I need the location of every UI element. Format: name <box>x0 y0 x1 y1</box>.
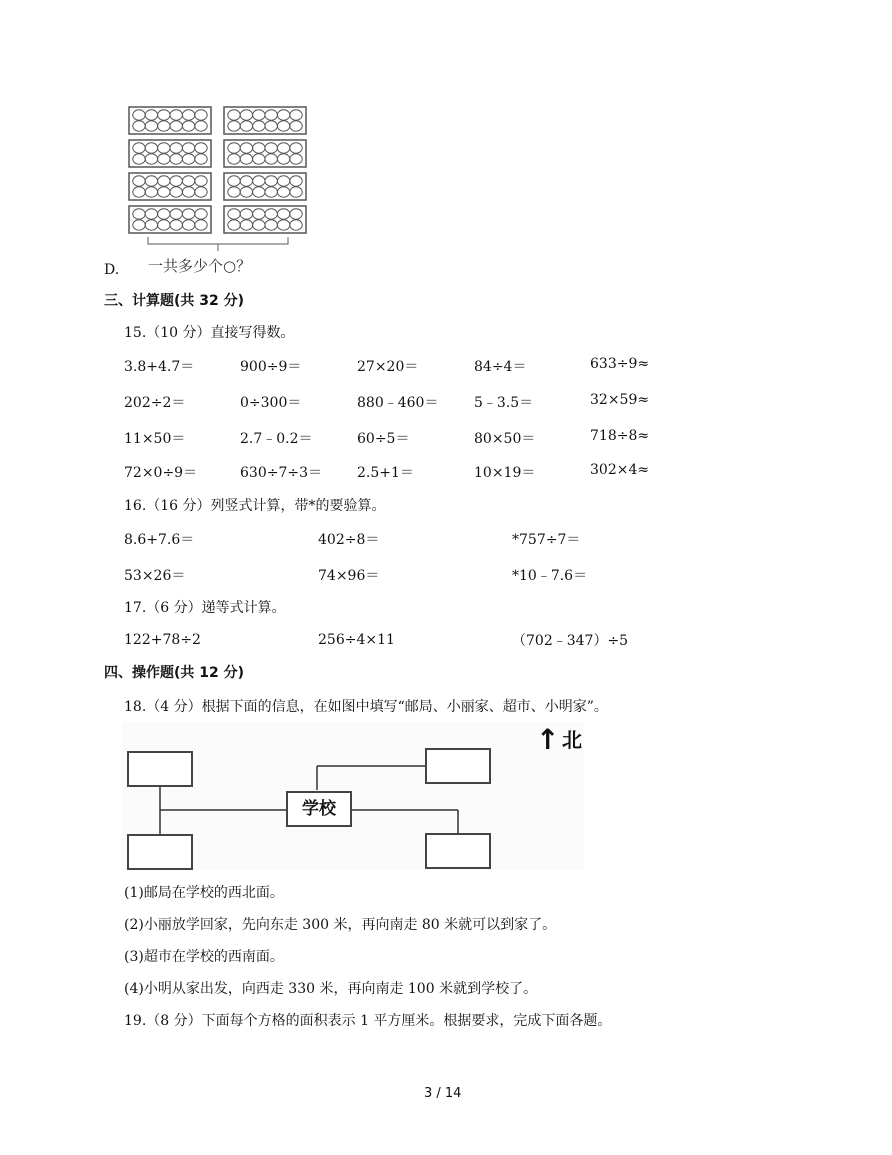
q15-item: 84÷4＝ <box>474 359 527 375</box>
q15-item: 2.7﹣0.2＝ <box>240 431 313 447</box>
q15-item: 718÷8≈ <box>590 428 650 444</box>
q16-item: 402÷8＝ <box>318 532 380 548</box>
q16-item: 74×96＝ <box>318 568 380 584</box>
map-box-southeast[interactable] <box>425 833 491 869</box>
circle-group-box <box>224 173 306 200</box>
q17-item-2: 256÷4×11 <box>318 632 395 648</box>
q15-title: 15.（10 分）直接写得数。 <box>124 325 295 341</box>
q15-item: 27×20＝ <box>357 359 419 375</box>
circle-groups-svg <box>128 104 310 279</box>
q15-item: 3.8+4.7＝ <box>124 359 195 375</box>
circle-group-box <box>224 107 306 134</box>
q18-title: 18.（4 分）根据下面的信息，在如图中填写“邮局、小丽家、超市、小明家”。 <box>124 699 608 715</box>
q15-item: 880﹣460＝ <box>357 395 439 411</box>
bracket <box>148 237 288 251</box>
north-arrow-icon: ↑ <box>536 723 560 756</box>
map-area <box>122 722 584 870</box>
q17-title: 17.（6 分）递等式计算。 <box>124 600 286 616</box>
q15-item: 32×59≈ <box>590 392 650 408</box>
circle-group-box <box>224 140 306 167</box>
school-box <box>286 791 352 827</box>
q18-clue-2: (2)小丽放学回家，先向东走 300 米，再向南走 80 米就可以到家了。 <box>124 917 557 933</box>
page-number: 3 / 14 <box>424 1086 462 1101</box>
q15-item: 10×19＝ <box>474 465 536 481</box>
q15-item: 80×50＝ <box>474 431 536 447</box>
q16-item: *757÷7＝ <box>512 532 581 548</box>
circle-group-box <box>129 107 211 134</box>
circle-group-box <box>224 206 306 233</box>
q16-item: 53×26＝ <box>124 568 186 584</box>
circle-group-box <box>129 140 211 167</box>
north-label: 北 <box>562 728 582 752</box>
q15-item: 11×50＝ <box>124 431 186 447</box>
q15-item: 302×4≈ <box>590 462 650 478</box>
section-3-heading: 三、计算题(共 32 分) <box>104 293 245 309</box>
q15-item: 900÷9＝ <box>240 359 302 375</box>
q17-item-3: （702﹣347）÷5 <box>512 633 629 649</box>
q16-item: *10﹣7.6＝ <box>512 568 588 584</box>
option-d-label: D. <box>104 262 120 278</box>
q15-item: 202÷2＝ <box>124 395 186 411</box>
circle-groups-figure <box>128 104 310 279</box>
q16-title: 16.（16 分）列竖式计算，带*的要验算。 <box>124 498 386 514</box>
q18-clue-4: (4)小明从家出发，向西走 330 米，再向南走 100 米就到学校了。 <box>124 981 538 997</box>
figure-caption: 一共多少个○？ <box>148 257 252 275</box>
circle-group-box <box>129 206 211 233</box>
q15-item: 630÷7÷3＝ <box>240 465 322 481</box>
school-label: 学校 <box>302 799 336 819</box>
q18-clue-3: (3)超市在学校的西南面。 <box>124 949 284 965</box>
section-4-heading: 四、操作题(共 12 分) <box>104 665 245 681</box>
q15-item: 0÷300＝ <box>240 395 302 411</box>
map-box-southwest[interactable] <box>127 834 193 870</box>
q17-item-1: 122+78÷2 <box>124 632 201 648</box>
circle-group-box <box>129 173 211 200</box>
map-box-northwest[interactable] <box>127 751 193 787</box>
q15-item: 633÷9≈ <box>590 356 650 372</box>
q19-title: 19.（8 分）下面每个方格的面积表示 1 平方厘米。根据要求，完成下面各题。 <box>124 1013 612 1029</box>
q15-item: 2.5+1＝ <box>357 465 414 481</box>
map-box-northeast[interactable] <box>425 748 491 784</box>
q15-item: 5﹣3.5＝ <box>474 395 534 411</box>
q15-item: 72×0÷9＝ <box>124 465 198 481</box>
q18-clue-1: (1)邮局在学校的西北面。 <box>124 885 284 901</box>
q16-item: 8.6+7.6＝ <box>124 532 195 548</box>
q15-item: 60÷5＝ <box>357 431 410 447</box>
